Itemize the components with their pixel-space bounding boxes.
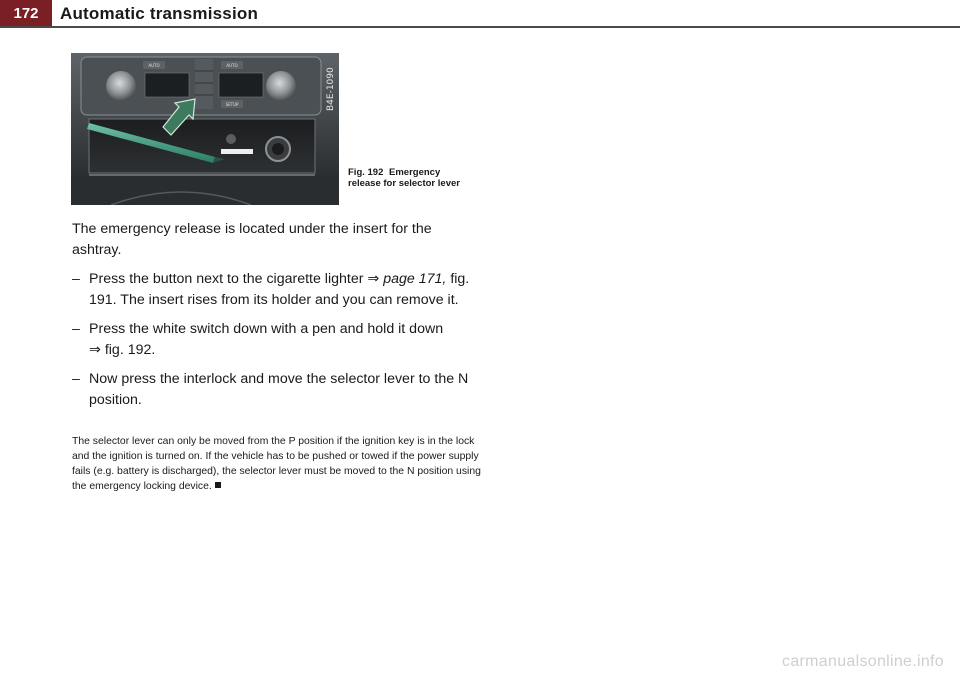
header-rule [0, 26, 960, 28]
step1-text: Press the button next to the cigarette lighter [89, 271, 364, 287]
step3-text: Now press the interlock and move the selector lever to the N position. [89, 371, 469, 408]
right-display [219, 73, 263, 97]
caption-number: Fig. 192 [348, 167, 384, 178]
figure-caption [348, 167, 468, 189]
step-dash: – [72, 371, 80, 387]
step-list [72, 269, 482, 411]
list-item [72, 269, 482, 311]
intro-paragraph: The emergency release is located under the insert for the ashtray. [72, 221, 432, 258]
step1-rest: fig. 191. The insert rises from its holder and you can remove it. [89, 271, 470, 308]
step2-text: Press the white switch down with a pen and hold it down [89, 321, 444, 337]
step-dash: – [72, 321, 80, 337]
list-item [72, 369, 482, 411]
figure-side-code: B4E-1090 [326, 67, 336, 111]
left-knob [106, 71, 136, 101]
body-text [72, 219, 482, 419]
caption-text: Emergency release for selector lever [348, 167, 460, 189]
figure-emergency-release [71, 53, 339, 205]
note-paragraph [72, 434, 482, 494]
release-switch [221, 149, 253, 154]
fig-ref-link[interactable]: ⇒ fig. 192. [89, 342, 156, 358]
step-dash: – [72, 271, 80, 287]
auto-label-right: AUTO [226, 63, 238, 68]
setup-label: SETUP [225, 102, 239, 107]
watermark: carmanualsonline.info [782, 653, 944, 670]
note-text: The selector lever can only be moved from the P position if the ignition key is in the lock and the ignition is turned on. If the vehicle has to be pushed or towed if the power supply fails (e.g. battery is discharged), the selector lever must be moved to the N position using the emergency locking device. [72, 436, 481, 492]
page-number-tab [0, 0, 52, 26]
end-mark-icon [215, 482, 221, 488]
page-ref-link[interactable]: ⇒ page 171, [367, 271, 447, 287]
right-knob [266, 71, 296, 101]
auto-label-left: AUTO [148, 63, 160, 68]
left-display [145, 73, 189, 97]
figure-illustration [71, 53, 339, 205]
page-number: 172 [13, 4, 39, 22]
section-title: Automatic transmission [60, 4, 259, 23]
list-item [72, 319, 482, 361]
